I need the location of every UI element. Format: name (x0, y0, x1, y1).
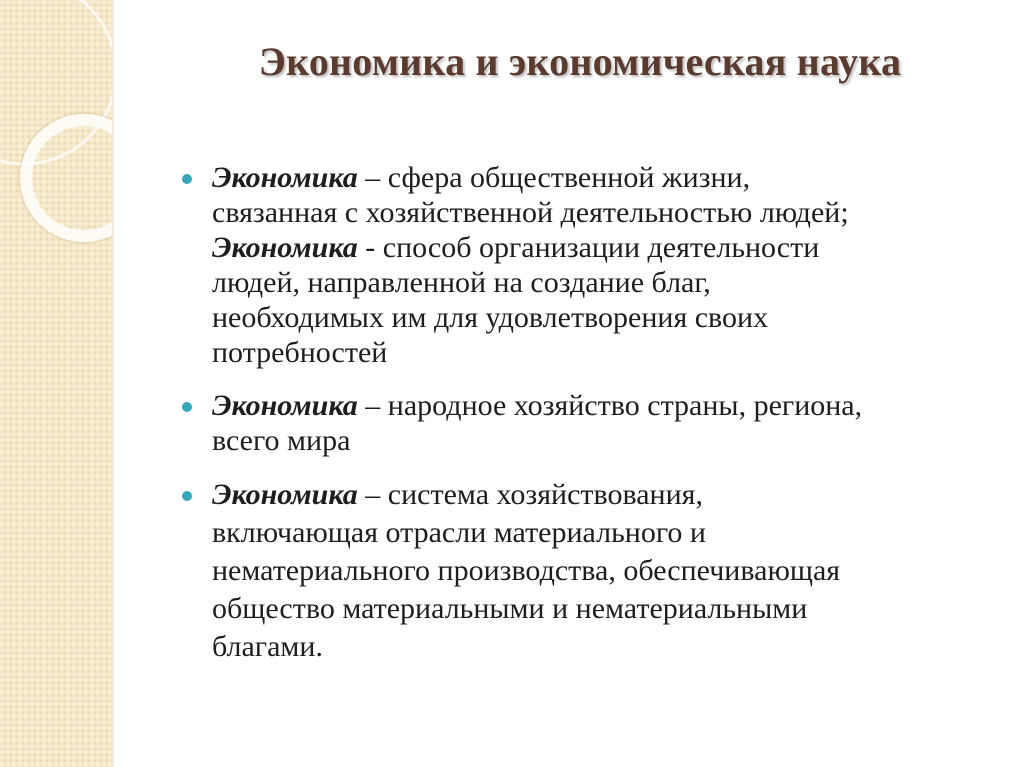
bullet-line: благами. (212, 630, 323, 663)
bullet-item-2 (180, 388, 1000, 458)
bullet-line: потребностей (212, 336, 388, 369)
bullet-dot-icon (182, 174, 192, 184)
bullet-item-3 (180, 476, 1000, 666)
bullet-line (212, 388, 1000, 423)
term: Экономика (212, 478, 358, 511)
bullet-item-1 (180, 160, 1000, 370)
bullet-line: включающая отрасли материального и (212, 516, 706, 549)
term: Экономика (212, 161, 358, 194)
decorative-ring-bottom-shadow (19, 113, 112, 243)
bullet-line: нематериального производства, обеспечивающая (212, 554, 841, 587)
definition-text: – система хозяйствования, (357, 478, 703, 511)
bullet-line: общество материальными и нематериальными (212, 592, 808, 625)
decorative-rings (0, 0, 112, 767)
bullet-line: всего мира (212, 424, 351, 457)
term: Экономика (212, 389, 358, 422)
slide-title: Экономика и экономическая наука (258, 39, 902, 84)
bullet-line: необходимых им для удовлетворения своих (212, 301, 769, 334)
bullet-dot-icon (182, 491, 192, 501)
bullet-line: связанная с хозяйственной деятельностью людей; (212, 196, 849, 229)
decorative-ring-top (0, 0, 112, 164)
bullet-dot-icon (182, 402, 192, 412)
bullet-list (180, 160, 1000, 684)
bullet-line (212, 160, 1000, 195)
definition-text: – сфера общественной жизни, (357, 161, 751, 194)
decorative-ring-bottom (26, 120, 112, 236)
term: Экономика (212, 231, 358, 264)
definition-text: - способ организации деятельности (357, 231, 820, 264)
bullet-line (212, 476, 1000, 514)
bullet-line (212, 230, 1000, 265)
bullet-line: людей, направленной на создание благ, (212, 266, 711, 299)
side-panel-edge (112, 0, 115, 767)
definition-text: – народное хозяйство страны, региона, (357, 389, 863, 422)
decorative-side-panel (0, 0, 112, 767)
